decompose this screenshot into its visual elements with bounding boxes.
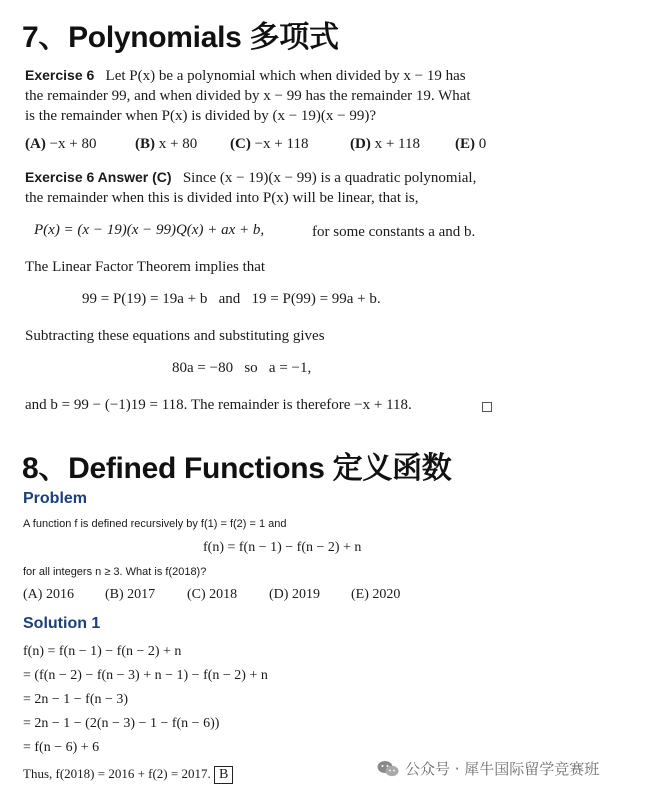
section8-title: 8、Defined Functions 定义函数	[22, 452, 452, 485]
exercise-problem	[25, 65, 471, 126]
problem-heading: Problem	[23, 490, 88, 507]
equation-1: P(x) = (x − 19)(x − 99)Q(x) + ax + b,	[34, 222, 265, 238]
final-line: and b = 99 − (−1)19 = 118. The remainder is therefore −x + 118.	[25, 397, 412, 413]
section7-title: 7、Polynomials 多项式	[22, 21, 339, 54]
choice-label: (E)	[455, 136, 475, 152]
solution-step: = 2n − 1 − (2(n − 3) − 1 − f(n − 6))	[23, 716, 220, 731]
answer-line-1: Since (x − 19)(x − 99) is a quadratic polynomial,	[182, 170, 477, 186]
boxed-answer: B	[214, 766, 233, 784]
choice-value: 2017	[127, 587, 156, 602]
solution-step: = (f(n − 2) − f(n − 3) + n − 1) − f(n − 2) + n	[23, 668, 268, 683]
qed-symbol	[482, 399, 492, 417]
problem-line-3: is the remainder when P(x) is divided by (x − 19)(x − 99)?	[25, 108, 377, 124]
equation-3: 80a = −80 so a = −1,	[172, 360, 312, 376]
wechat-icon	[377, 760, 399, 778]
solution-step: f(n) = f(n − 1) − f(n − 2) + n	[23, 644, 182, 659]
choice-value: x + 80	[158, 136, 198, 152]
choice-label: (C)	[230, 136, 251, 152]
choice-value: −x + 80	[49, 136, 97, 152]
choice-label: (B)	[105, 587, 124, 602]
exercise-label: Exercise 6	[25, 67, 95, 83]
choice-value: 0	[478, 136, 487, 152]
solution-step: = f(n − 6) + 6	[23, 740, 100, 755]
problem-line-2: the remainder 99, and when divided by x − 99 has the remainder 19. What	[25, 88, 471, 104]
equation-1-note: for some constants a and b.	[312, 224, 476, 240]
watermark	[377, 758, 599, 779]
choice-value: x + 118	[374, 136, 420, 152]
problem-line-3: for all integers n ≥ 3. What is f(2018)?	[23, 566, 207, 578]
choice-label: (E)	[351, 587, 369, 602]
choice-value: 2016	[45, 587, 74, 602]
choice-label: (D)	[350, 136, 371, 152]
answer-line-2: the remainder when this is divided into P(x) will be linear, that is,	[25, 190, 419, 206]
equation-2: 99 = P(19) = 19a + b and 19 = P(99) = 99a + b.	[82, 291, 381, 307]
choice-label: (A)	[25, 136, 46, 152]
solution-steps	[23, 640, 268, 760]
recursion-formula: f(n) = f(n − 1) − f(n − 2) + n	[203, 540, 362, 555]
conclusion-text: Thus, f(2018) = 2016 + f(2) = 2017.	[23, 766, 211, 781]
choice-value: 2019	[291, 587, 320, 602]
solution-step: = 2n − 1 − f(n − 3)	[23, 692, 129, 707]
answer-block	[25, 167, 476, 208]
problem-line-1: A function f is defined recursively by f(1) = f(2) = 1 and	[23, 518, 287, 530]
choice-value: 2018	[209, 587, 238, 602]
conclusion-line	[23, 766, 233, 784]
theorem-line: The Linear Factor Theorem implies that	[25, 259, 266, 275]
problem-line-1: Let P(x) be a polynomial which when divided by x − 19 has	[105, 68, 466, 84]
choice-label: (A)	[23, 587, 43, 602]
choice-label: (B)	[135, 136, 155, 152]
solution-heading: Solution 1	[23, 615, 101, 632]
watermark-text: 公众号 · 犀牛国际留学竞赛班	[405, 760, 600, 778]
choice-label: (C)	[187, 587, 206, 602]
choice-label: (D)	[269, 587, 289, 602]
answer-label: Exercise 6 Answer (C)	[25, 169, 172, 185]
choice-value: −x + 118	[254, 136, 309, 152]
choice-value: 2020	[372, 587, 401, 602]
subtract-line: Subtracting these equations and substituting gives	[25, 328, 325, 344]
